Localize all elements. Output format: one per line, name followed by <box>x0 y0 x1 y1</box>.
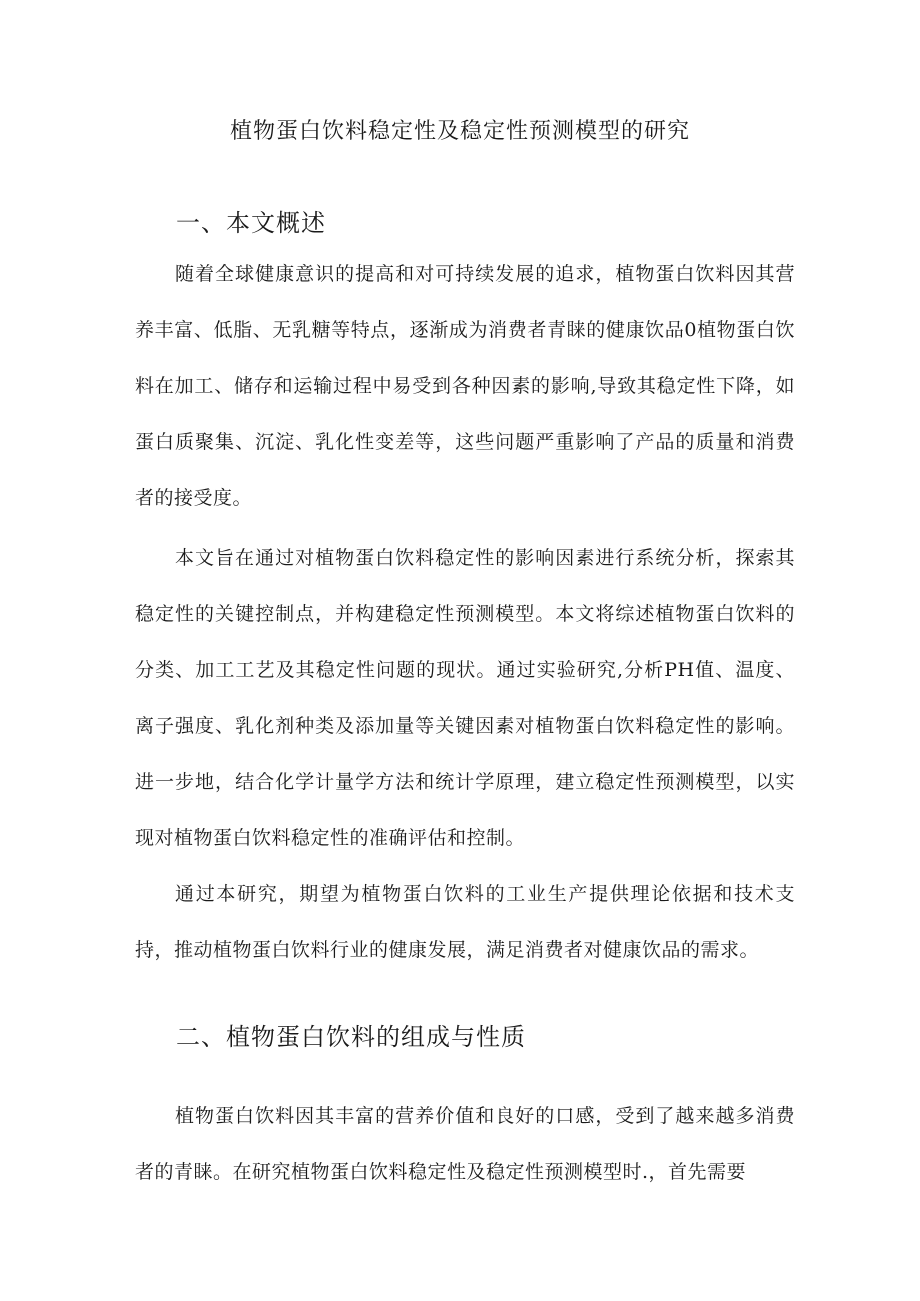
paragraph: 通过本研究，期望为植物蛋白饮料的工业生产提供理论依据和技术支持，推动植物蛋白饮料行业的健康发展，满足消费者对健康饮品的需求。 <box>135 883 795 961</box>
section-heading-composition: 二、植物蛋白饮料的组成与性质 <box>176 1023 526 1051</box>
section-heading-overview: 一、本文概述 <box>176 209 326 237</box>
document-title: 植物蛋白饮料稳定性及稳定性预测模型的研究 <box>229 119 690 144</box>
paragraph: 本文旨在通过对植物蛋白饮料稳定性的影响因素进行系统分析，探索其稳定性的关键控制点，并构建稳定性预测模型。本文将综述植物蛋白饮料的分类、加工工艺及其稳定性问题的现状。通过实验研究,分析PH值、温度、离子强度、乳化剂种类及添加量等关键因素对植物蛋白饮料稳定性的影响。进一步地，结合化学计量学方法和统计学原理，建立稳定性预测模型，以实现对植物蛋白饮料稳定性的准确评估和控制。 <box>135 547 795 849</box>
paragraph: 随着全球健康意识的提高和对可持续发展的追求，植物蛋白饮料因其营养丰富、低脂、无乳糖等特点，逐渐成为消费者青睐的健康饮品0植物蛋白饮料在加工、储存和运输过程中易受到各种因素的影响,导致其稳定性下降，如蛋白质聚集、沉淀、乳化性变差等，这些问题严重影响了产品的质量和消费者的接受度。 <box>135 263 795 509</box>
paragraph: 植物蛋白饮料因其丰富的营养价值和良好的口感，受到了越来越多消费者的青睐。在研究植物蛋白饮料稳定性及稳定性预测模型时.，首先需要 <box>135 1105 795 1183</box>
